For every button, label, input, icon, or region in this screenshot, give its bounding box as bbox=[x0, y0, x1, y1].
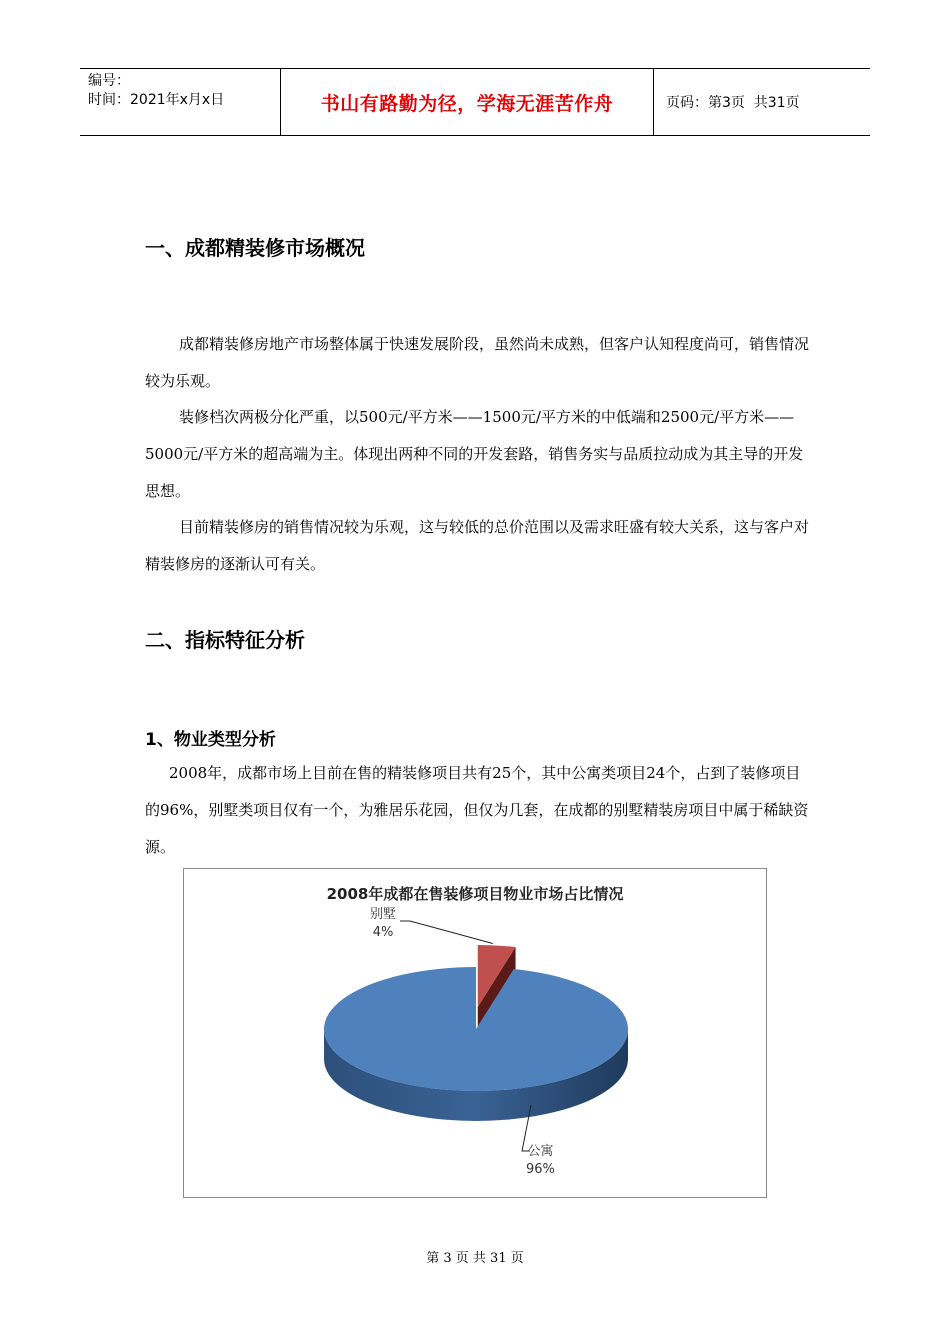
subsection-property-type-title: 1、物业类型分析 bbox=[145, 730, 276, 750]
header-left-cell bbox=[80, 69, 281, 135]
page-header bbox=[80, 68, 870, 136]
section1-paragraph-2-text: 装修档次两极分化严重，以500元/平方米——1500元/平方米的中低端和2500元/平方米——5000元/平方米的超高端为主。体现出两种不同的开发套路，销售务实与品质拉动成为其主导的开发思想。 bbox=[145, 408, 804, 500]
page-footer bbox=[0, 1247, 950, 1266]
section1-paragraph-2 bbox=[145, 399, 810, 510]
subsection-property-type-paragraph bbox=[145, 755, 810, 866]
slice-label-villa-name: 别墅 bbox=[370, 907, 397, 922]
subsection-property-type-text: 2008年，成都市场上目前在售的精装修项目共有25个，其中公寓类项目24个，占到了装修项目的96%，别墅类项目仅有一个，为雅居乐花园，但仅为几套，在成都的别墅精装房项目中属于稀缺资源。 bbox=[145, 764, 809, 856]
section1-paragraph-3 bbox=[145, 509, 810, 583]
pie-chart-svg bbox=[184, 869, 768, 1199]
header-page-info: 页码：第3页 共31页 bbox=[666, 95, 800, 111]
slice-label-villa-value: 4% bbox=[372, 925, 394, 940]
slice-label-apartment-value: 96% bbox=[526, 1162, 555, 1177]
slice-label-apartment bbox=[526, 1143, 555, 1179]
slice-label-apartment-name: 公寓 bbox=[527, 1144, 554, 1159]
section1-paragraph-1 bbox=[145, 326, 810, 400]
document-date-label: 时间：2021年x月x日 bbox=[88, 92, 225, 108]
section1-title: 一、成都精装修市场概况 bbox=[145, 236, 365, 260]
chart-title: 2008年成都在售装修项目物业市场占比情况 bbox=[326, 885, 624, 903]
document-number-label: 编号： bbox=[88, 73, 130, 89]
header-motto: 书山有路勤为径，学海无涯苦作舟 bbox=[281, 69, 654, 135]
pie-chart bbox=[183, 868, 767, 1198]
slice-label-villa bbox=[370, 906, 396, 942]
section1-paragraph-1-text: 成都精装修房地产市场整体属于快速发展阶段，虽然尚未成熟，但客户认知程度尚可，销售情况较为乐观。 bbox=[145, 335, 810, 390]
section1-paragraph-3-text: 目前精装修房的销售情况较为乐观，这与较低的总价范围以及需求旺盛有较大关系，这与客户对精装修房的逐渐认可有关。 bbox=[145, 518, 810, 573]
section2-title: 二、指标特征分析 bbox=[145, 628, 305, 652]
pie-slices bbox=[324, 945, 628, 1121]
footer-page-number: 第 3 页 共 31 页 bbox=[426, 1251, 524, 1266]
pie-slice-apartment bbox=[324, 967, 628, 1091]
leader-line-villa bbox=[400, 921, 493, 943]
header-page-info-cell bbox=[654, 69, 870, 135]
